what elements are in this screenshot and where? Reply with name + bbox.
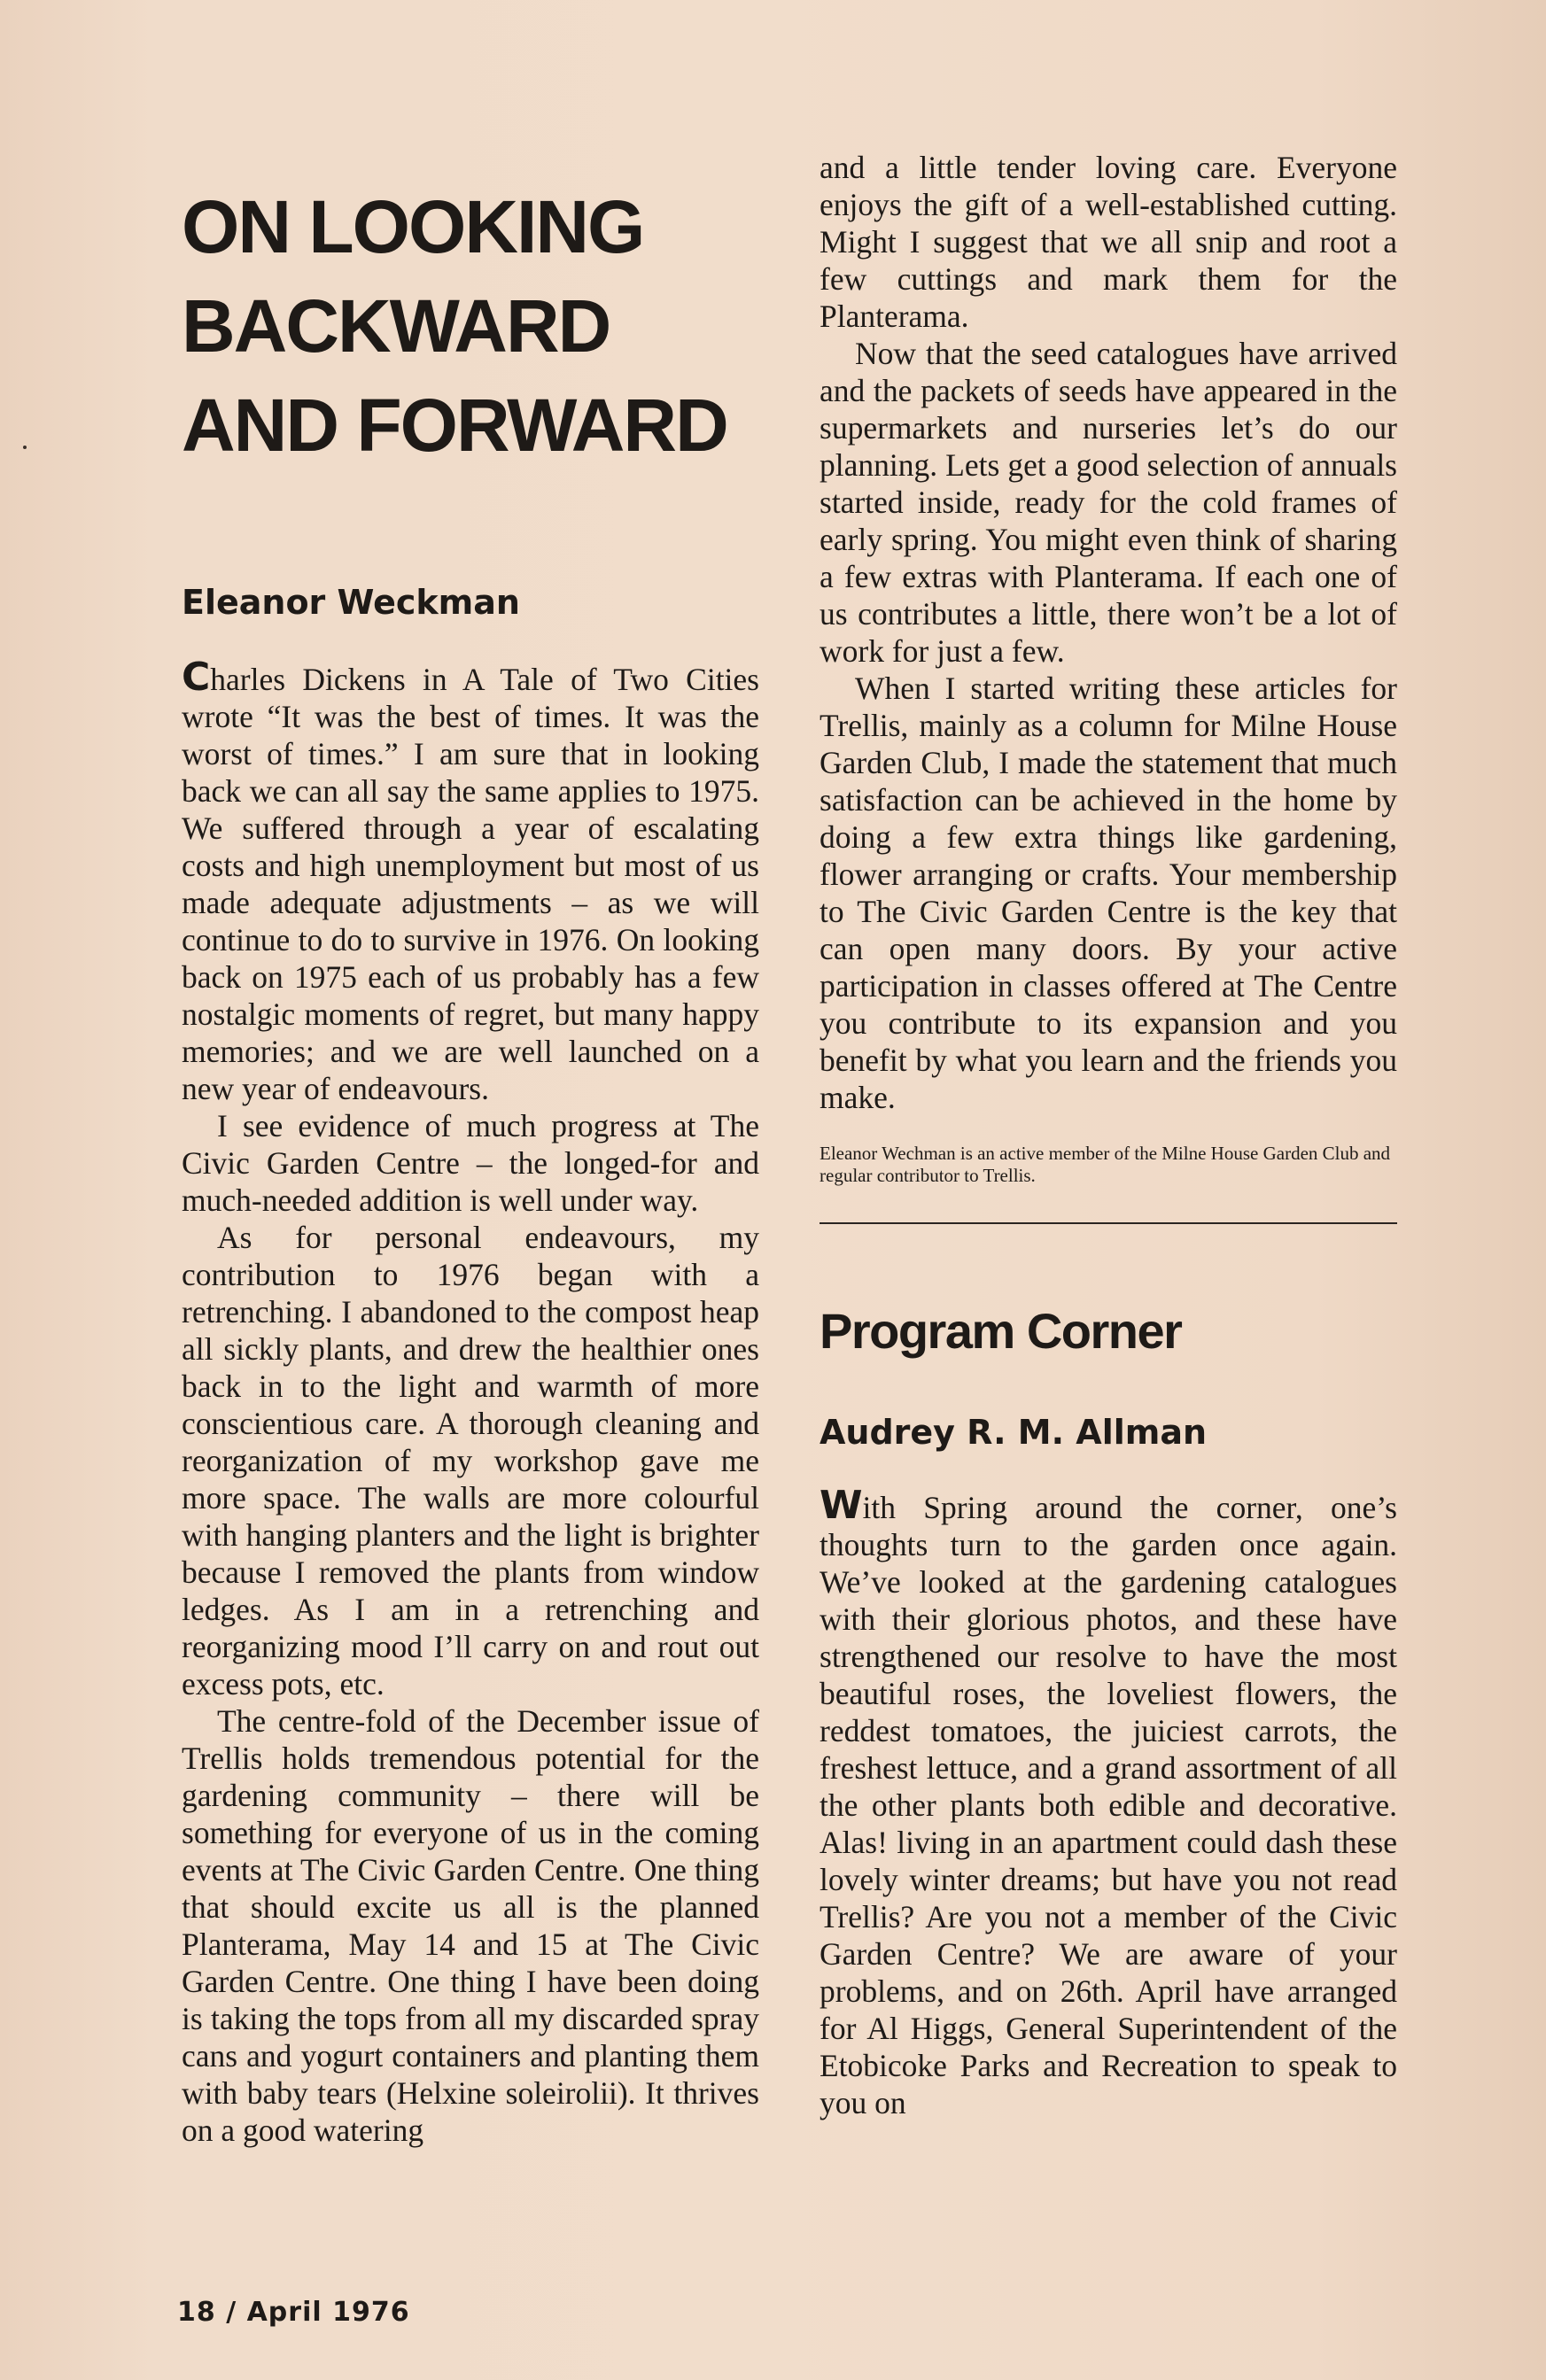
section-byline: Audrey R. M. Allman: [820, 1413, 1208, 1452]
left-column: [182, 177, 759, 2149]
body-paragraph: The centre-fold of the December issue of Trellis holds tremendous potential for the gardening community – there will be something for everyone of us in the coming events at The Civic Garden Centre. One thing that should excite us all is the planned Planterama, May 14 and 15 at The Civic Garden Centre. One thing I have been doing is taking the tops from all my discarded spray cans and yogurt containers and planting them with baby tears (Helxine soleirolii). It thrives on a good watering: [182, 1703, 759, 2148]
article-body-right: [820, 149, 1397, 1116]
body-paragraph: [820, 1483, 1397, 2121]
author-note: Eleanor Wechman is an active member of the Milne House Garden Club and regular contributor to Trellis.: [820, 1143, 1391, 1186]
paragraph-text: ith Spring around the corner, one’s thoughts turn to the garden once again. We’ve looked at the gardening catalogues with their glorious photos, and these have strengthened our resolve to have the most beautiful roses, the loveliest flowers, the reddest tomatoes, the juiciest carrots, the freshest lettuce, and a grand assortment of all the other plants both edible and decorative. Alas! living in an apartment could dash these lovely winter dreams; but have you not read Trellis? Are you not a member of the Civic Garden Centre? We are aware of your problems, and on 26th. April have arranged for Al Higgs, General Superintendent of the Etobicoke Parks and Recreation to speak to you on: [820, 1490, 1397, 2120]
page-folio: 18 / April 1976: [177, 2297, 410, 2328]
article-byline: Eleanor Weckman: [182, 583, 520, 622]
section-body: [820, 1483, 1397, 2121]
paragraph-text: harles Dickens in A Tale of Two Cities wrote “It was the best of times. It was the worst of times.” I am sure that in looking back we can all say the same applies to 1975. We suffered through a year of escalating costs and high unemployment but most of us made adequate adjustments – as we will continue to do to survive in 1976. On looking back on 1975 each of us probably has a few nostalgic moments of regret, but many happy memories; and we are well launched on a new year of endeavours.: [182, 662, 759, 1106]
drop-cap: C: [182, 655, 211, 700]
body-paragraph: As for personal endeavours, my contribution to 1976 began with a retrenching. I abandoned to the compost heap all sickly plants, and drew the healthier ones back in to the light and warmth of more conscientious care. A thorough cleaning and reorganization of my workshop gave me more space. The walls are more colourful with hanging planters and the light is brighter because I removed the plants from window ledges. As I am in a retrenching and reorganizing mood I’ll carry on and rout out excess pots, etc.: [182, 1220, 759, 1702]
body-paragraph: When I started writing these articles for Trellis, mainly as a column for Milne House Garden Club, I made the statement that much satisfaction can be achieved in the home by doing a few extra things like gardening, flower arranging or crafts. Your membership to The Civic Garden Centre is the key that can open many doors. By your active participation in classes offered at The Centre you contribute to its expansion and you benefit by what you learn and the friends you make.: [820, 671, 1397, 1115]
headline-line-3: AND FORWARD: [182, 384, 727, 467]
headline-line-1: ON LOOKING: [182, 185, 644, 268]
body-paragraph: Now that the seed catalogues have arrived and the packets of seeds have appeared in the supermarkets and nurseries let’s do our planning. Lets get a good selection of annuals started inside, ready for the cold frames of early spring. You might even think of sharing a few extras with Planterama. If each one of us contributes a little, there won’t be a lot of work for just a few.: [820, 336, 1397, 669]
body-paragraph: I see evidence of much progress at The Civic Garden Centre – the longed-for and much-needed addition is well under way.: [182, 1108, 759, 1218]
article-body-left: [182, 655, 759, 2149]
headline-line-2: BACKWARD: [182, 284, 610, 368]
body-paragraph: and a little tender loving care. Everyone enjoys the gift of a well-established cutting. Might I suggest that we all snip and root a few cuttings and mark them for the Planterama.: [820, 150, 1397, 334]
right-column: [820, 149, 1397, 2121]
ink-speck: [23, 446, 27, 449]
section-title: Program Corner: [820, 1303, 1182, 1359]
drop-cap: W: [820, 1483, 863, 1528]
article-headline: [182, 177, 759, 475]
body-paragraph: [182, 655, 759, 1107]
